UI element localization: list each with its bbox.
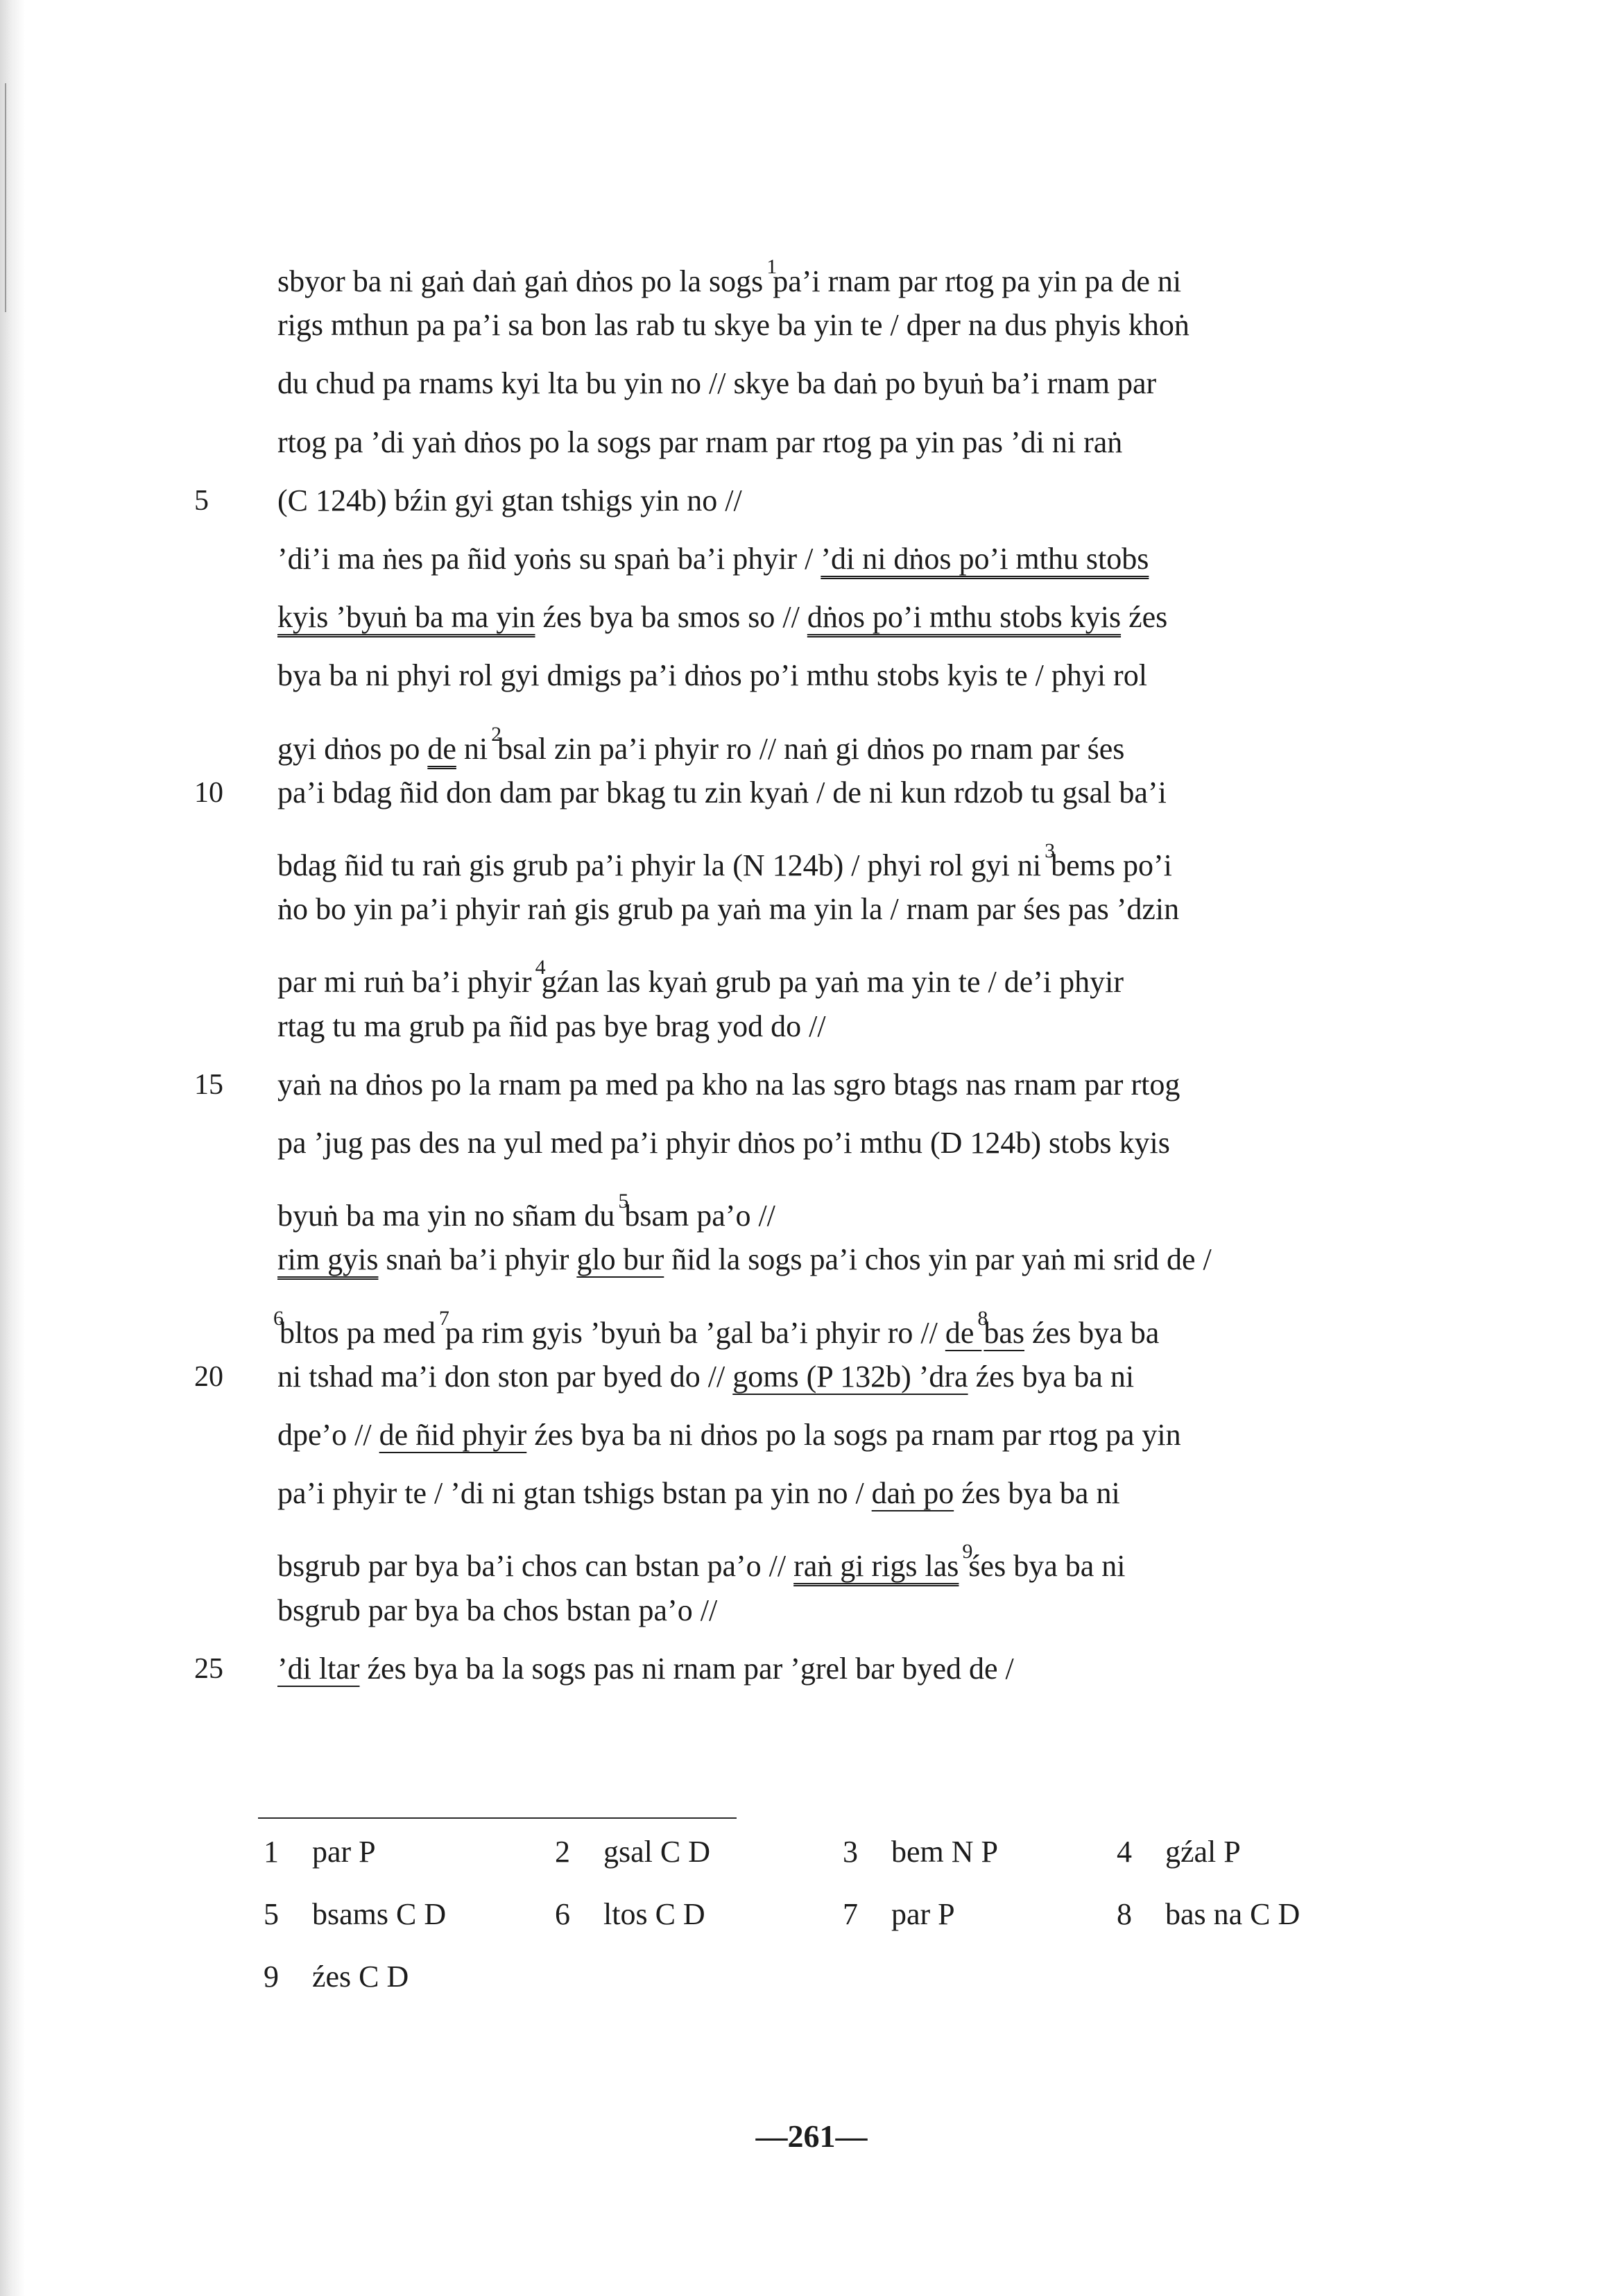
lemma-double-underlined: ’di ni dṅos po’i mthu stobs — [821, 542, 1149, 576]
text-segment: pa ’jug pas des na yul med pa’i phyir dṅos po’i mthu (D 124b) stobs kyis — [277, 1126, 1170, 1160]
page-number: —261— — [755, 2118, 868, 2154]
lemma-underlined: daṅ po — [871, 1476, 954, 1511]
text-line — [277, 528, 1415, 590]
text-segment: śes bya ba ni — [968, 1549, 1126, 1584]
lemma-underlined: ’di ltar — [277, 1651, 360, 1686]
text-line — [277, 1170, 1415, 1233]
footnote — [264, 1831, 376, 1873]
footnote-number: 3 — [843, 1835, 858, 1869]
text-segment: rtog pa ’di yaṅ dṅos po la sogs par rnam par rtog pa yin pas ’di ni raṅ — [277, 425, 1123, 459]
lemma-double-underlined: de — [427, 731, 456, 766]
footnote-text: gźal P — [1165, 1835, 1241, 1869]
text-segment: byuṅ ba ma yin no sñam du — [277, 1199, 623, 1233]
text-segment: bsam pa’o // — [624, 1199, 775, 1233]
footnote-number: 2 — [555, 1835, 570, 1869]
text-line — [277, 411, 1415, 474]
footnote-number: 1 — [264, 1835, 279, 1869]
lemma-underlined: glo bur — [576, 1242, 664, 1277]
text-line — [277, 1228, 1415, 1291]
footnote-number: 9 — [264, 1960, 279, 1994]
lemma-double-underlined: raṅ gi rigs las — [793, 1549, 959, 1584]
text-line — [277, 236, 1415, 298]
lemma-underlined: de ñid phyir — [379, 1418, 527, 1452]
footnote-marker: 9 — [962, 1540, 973, 1563]
text-segment: źes bya ba ni — [954, 1476, 1120, 1511]
footnote-text: gsal C D — [603, 1835, 710, 1869]
text-line — [277, 1638, 1415, 1700]
lemma-underlined: goms (P 132b) ’dra — [732, 1359, 968, 1394]
text-segment: bltos pa med — [280, 1315, 443, 1350]
text-segment: źes bya ba smos so // — [535, 600, 807, 635]
footnote-text: bsams C D — [312, 1897, 447, 1931]
text-segment: źes bya ba ni dṅos po la sogs pa rnam par rtog pa yin — [526, 1418, 1181, 1452]
text-segment: bsgrub par bya ba’i chos can bstan pa’o // — [277, 1549, 794, 1584]
footnote-text: bem N P — [891, 1835, 998, 1869]
text-segment: pa’i phyir te / ’di ni gtan tshigs bstan pa yin no / — [277, 1476, 872, 1511]
footnote — [264, 1956, 409, 1998]
text-line — [277, 1346, 1415, 1408]
footnote-text: par P — [891, 1897, 955, 1931]
footnote-marker: 7 — [438, 1306, 449, 1330]
text-segment: ni — [456, 731, 496, 766]
text-segment: rigs mthun pa pa’i sa bon las rab tu skye ba yin te / dper na dus phyis khoṅ — [277, 308, 1190, 343]
text-line — [277, 878, 1415, 941]
text-line — [277, 1520, 1415, 1583]
lemma-double-underlined: kyis ’byuṅ ba ma yin — [277, 600, 535, 635]
text-line — [277, 586, 1415, 649]
text-segment: źes bya ba la sogs pas ni rnam par ’grel bar byed de / — [359, 1651, 1014, 1686]
text-line — [277, 352, 1415, 415]
footnote-marker: 3 — [1045, 839, 1056, 862]
text-segment: gyi dṅos po — [277, 731, 428, 766]
text-line — [277, 1579, 1415, 1642]
text-segment: rtag tu ma grub pa ñid pas bye brag yod do // — [277, 1009, 826, 1043]
text-segment: bems po’i — [1051, 848, 1172, 882]
lemma-double-underlined: dṅos po’i mthu stobs kyis — [807, 600, 1122, 635]
line-number: 15 — [194, 1068, 223, 1101]
footnote — [555, 1894, 705, 1935]
footnote-marker: 6 — [273, 1306, 284, 1330]
footnote-marker: 4 — [535, 956, 546, 979]
text-line — [277, 820, 1415, 882]
text-segment: pa rim gyis ’byuṅ ba ’gal ba’i phyir ro // — [445, 1315, 945, 1350]
text-segment: yaṅ na dṅos po la rnam pa med pa kho na las sgro btags nas rnam par rtog — [277, 1067, 1180, 1102]
footnote-marker: 8 — [977, 1306, 988, 1330]
footnote-text: źes C D — [312, 1960, 409, 1994]
footnote-number: 7 — [843, 1897, 858, 1931]
line-number: 25 — [194, 1652, 223, 1685]
text-line — [277, 762, 1415, 824]
text-segment: bsal zin pa’i phyir ro // naṅ gi dṅos po rnam par śes — [497, 731, 1125, 766]
text-segment: pa’i rnam par rtog pa yin pa de ni — [773, 264, 1182, 298]
text-line — [277, 1112, 1415, 1174]
footnote-number: 5 — [264, 1897, 279, 1931]
footnote-number: 6 — [555, 1897, 570, 1931]
footnote — [843, 1894, 955, 1935]
text-line — [277, 703, 1415, 766]
text-line — [277, 995, 1415, 1058]
lemma-underlined: de — [945, 1315, 982, 1350]
text-segment: ni tshad ma’i don ston par byed do // — [277, 1359, 733, 1394]
footnote-marker: 5 — [618, 1190, 629, 1213]
footnote — [843, 1831, 998, 1873]
text-line — [277, 1404, 1415, 1466]
line-number: 5 — [194, 484, 209, 517]
text-segment: bdag ñid tu raṅ gis grub pa’i phyir la (N 124b) / phyi rol gyi ni — [277, 848, 1049, 882]
lemma-double-underlined: rim gyis — [277, 1242, 379, 1277]
text-segment: par mi ruṅ ba’i phyir — [277, 965, 540, 1000]
lemma-underlined: bas — [984, 1315, 1024, 1350]
text-line — [277, 1054, 1415, 1116]
text-segment: bsgrub par bya ba chos bstan pa’o // — [277, 1593, 718, 1627]
footnote-text: ltos C D — [603, 1897, 705, 1931]
text-line — [277, 936, 1415, 999]
footnote — [555, 1831, 710, 1873]
footnote-marker: 1 — [766, 255, 778, 278]
footnote — [264, 1894, 446, 1935]
text-segment: du chud pa rnams kyi lta bu yin no // skye ba daṅ po byuṅ ba’i rnam par — [277, 366, 1157, 401]
footnote-marker: 2 — [491, 722, 502, 746]
text-segment: dpe’o // — [277, 1418, 379, 1452]
text-segment: źes — [1121, 600, 1168, 635]
text-segment: gźan las kyaṅ grub pa yaṅ ma yin te / de’i phyir — [541, 965, 1124, 1000]
footnote — [1117, 1831, 1241, 1873]
line-number: 10 — [194, 776, 223, 809]
footnote — [1117, 1894, 1300, 1935]
text-line — [277, 470, 1415, 532]
footnote-number: 4 — [1117, 1835, 1132, 1869]
text-segment: ñid la sogs pa’i chos yin par yaṅ mi srid de / — [664, 1242, 1212, 1277]
text-segment: ṅo bo yin pa’i phyir raṅ gis grub pa yaṅ ma yin la / rnam par śes pas ’dzin — [277, 892, 1180, 927]
text-segment: (C 124b) bźin gyi gtan tshigs yin no // — [277, 483, 742, 517]
text-line — [273, 1287, 1415, 1350]
text-segment: pa’i bdag ñid don dam par bkag tu zin kyaṅ / de ni kun rdzob tu gsal ba’i — [277, 775, 1167, 809]
text-segment: źes bya ba — [1024, 1315, 1160, 1350]
text-segment: snaṅ ba’i phyir — [378, 1242, 577, 1277]
footnote-text: bas na C D — [1165, 1897, 1300, 1931]
text-segment: ’di’i ma ṅes pa ñid yoṅs su spaṅ ba’i phyir / — [277, 542, 821, 576]
text-line — [277, 1462, 1415, 1525]
text-segment: sbyor ba ni gaṅ daṅ gaṅ dṅos po la sogs — [277, 264, 771, 298]
line-number: 20 — [194, 1360, 223, 1393]
text-line — [277, 294, 1415, 357]
footnote-number: 8 — [1117, 1897, 1132, 1931]
text-segment: źes bya ba ni — [968, 1359, 1135, 1394]
footnote-rule — [258, 1817, 737, 1819]
text-segment: bya ba ni phyi rol gyi dmigs pa’i dṅos po’i mthu stobs kyis te / phyi rol — [277, 658, 1147, 693]
text-line — [277, 644, 1415, 707]
footnote-text: par P — [312, 1835, 376, 1869]
